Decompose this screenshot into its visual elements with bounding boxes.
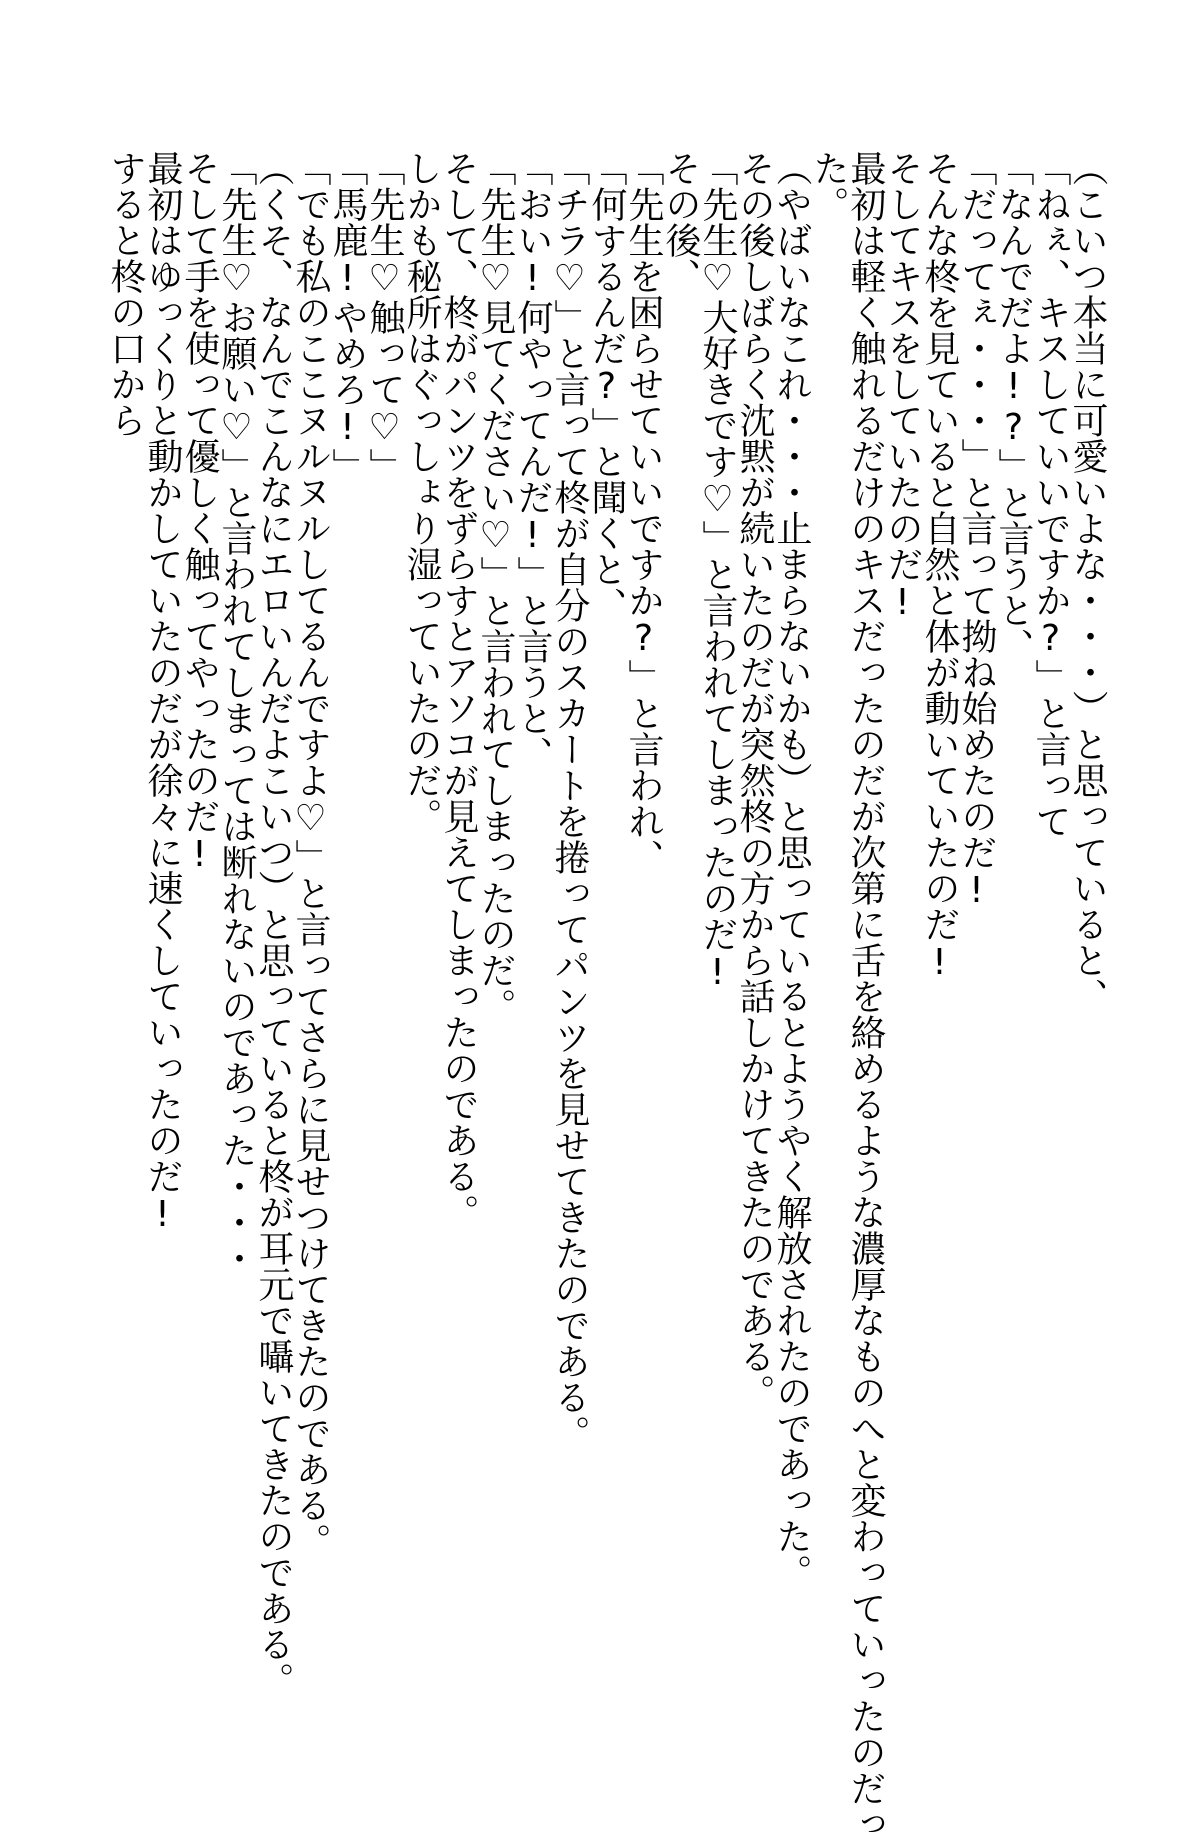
text-line-23: （くそ、なんでこんなにエロいんだよこいつ）と思っていると柊が耳元で囁いてきたのである。 xyxy=(253,150,294,1698)
text-line-8: た。 xyxy=(808,150,849,222)
text-line-25: そして手を使って優しく触ってやったのだ! xyxy=(179,150,220,875)
text-line-7: 最初は軽く触れるだけのキスだったのだが次第に舌を絡めるような濃厚なものへと変わっていったのだっ xyxy=(845,150,886,1842)
text-line-21: 「馬鹿!やめろ!」 xyxy=(327,150,368,484)
text-line-2: 「ねぇ、キスしていいですか?」と言って xyxy=(1030,150,1071,839)
text-line-26: 最初はゆっくりと動かしていたのだが徐々に速くしていったのだ! xyxy=(142,150,183,1235)
text-line-16: 「おい!何やってんだ!」と言うと、 xyxy=(512,150,553,772)
text-line-24: 「先生♡お願い♡」と言われてしまっては断れないのであった・・・ xyxy=(216,150,257,1276)
text-line-13: 「先生を困らせていいですか?」と言われ、 xyxy=(623,150,664,875)
text-line-18: そして、柊がパンツをずらすとアソコが見えてしまったのである。 xyxy=(438,150,479,1230)
text-line-4: 「だってぇ・・・」と言って拗ね始めたのだ! xyxy=(956,150,997,911)
vertical-text-body xyxy=(105,150,1108,1842)
text-line-9: （やばいなこれ・・・止まらないかも）と思っているとようやく解放されたのであった。 xyxy=(771,150,812,1590)
text-line-27: すると柊の口から xyxy=(105,150,146,438)
text-line-11: 「先生♡大好きです♡」と言われてしまったのだ! xyxy=(697,150,738,993)
text-line-20: 「先生♡触って♡」 xyxy=(364,150,405,484)
text-line-17: 「先生♡見てください♡」と言われてしまったのだ。 xyxy=(475,150,516,1024)
text-line-1: （こいつ本当に可愛いよな・・・）と思っていると、 xyxy=(1067,150,1108,1014)
text-line-19: しかも秘所はぐっしょり湿っていたのだ。 xyxy=(401,150,442,834)
text-line-22: 「でも私のここヌルヌルしてるんですよ♡」と言ってさらに見せつけてきたのである。 xyxy=(290,150,331,1559)
text-line-15: 「チラ♡」と言って柊が自分のスカートを捲ってパンツを見せてきたのである。 xyxy=(549,150,590,1451)
text-line-5: そんな柊を見ていると自然と体が動いていたのだ! xyxy=(919,150,960,983)
text-line-10: その後しばらく沈黙が続いたのだが突然柊の方から話しかけてきたのである。 xyxy=(734,150,775,1410)
text-line-6: そしてキスをしていたのだ! xyxy=(882,150,923,623)
text-line-12: その後、 xyxy=(660,150,701,294)
text-line-14: 「何するんだ?」と聞くと、 xyxy=(586,150,627,623)
text-line-3: 「なんでだよ!?」と言うと、 xyxy=(993,150,1034,664)
